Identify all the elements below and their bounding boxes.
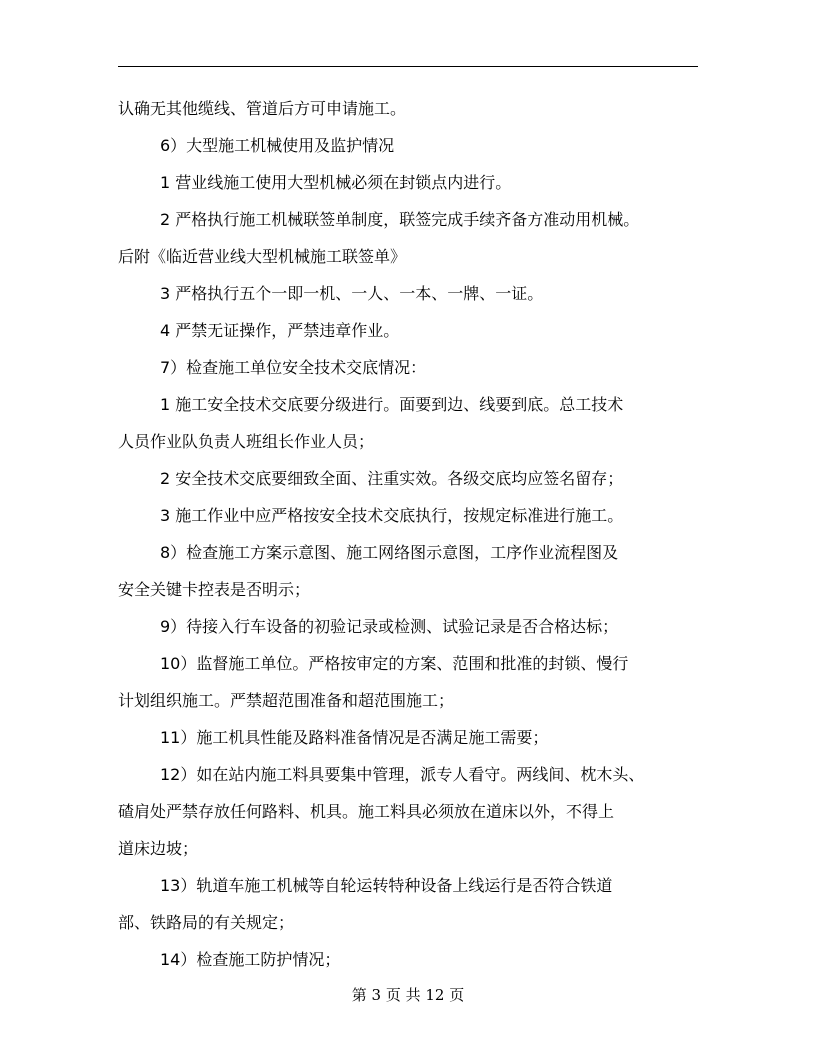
text-line: 3 施工作业中应严格按安全技术交底执行，按规定标准进行施工。 [160,506,624,525]
text-line: 计划组织施工。严禁超范围准备和超范围施工； [118,691,455,710]
text-line: 13）轨道车施工机械等自轮运转特种设备上线运行是否符合铁道 [160,876,613,895]
text-line: 7）检查施工单位安全技术交底情况： [160,358,427,377]
text-line: 11）施工机具性能及路料准备情况是否满足施工需要； [160,728,549,747]
text-line: 14）检查施工防护情况； [160,950,341,969]
text-line: 4 严禁无证操作，严禁违章作业。 [160,321,400,340]
text-line: 6）大型施工机械使用及监护情况 [160,136,395,155]
text-line: 8）检查施工方案示意图、施工网络图示意图，工序作业流程图及 [160,543,619,562]
text-line: 碴肩处严禁存放任何路料、机具。施工料具必须放在道床以外，不得上 [118,802,615,821]
document-body [118,90,698,978]
text-line: 1 营业线施工使用大型机械必须在封锁点内进行。 [160,173,512,192]
text-line: 10）监督施工单位。严格按审定的方案、范围和批准的封锁、慢行 [160,654,629,673]
text-line: 9）待接入行车设备的初验记录或检测、试验记录是否合格达标； [160,617,619,636]
text-line: 1 施工安全技术交底要分级进行。面要到边、线要到底。总工技术 [160,395,624,414]
text-line: 安全关键卡控表是否明示； [118,580,311,599]
text-line: 部、铁路局的有关规定； [118,913,295,932]
text-line: 12）如在站内施工料具要集中管理，派专人看守。两线间、枕木头、 [160,765,645,784]
text-line: 2 严格执行施工机械联签单制度，联签完成手续齐备方准动用机械。 [160,210,640,229]
text-line: 3 严格执行五个一即一机、一人、一本、一牌、一证。 [160,284,544,303]
text-line: 人员作业队负责人班组长作业人员； [118,432,375,451]
text-line: 道床边坡； [118,839,199,858]
text-line: 2 安全技术交底要细致全面、注重实效。各级交底均应签名留存； [160,469,624,488]
text-line: 后附《临近营业线大型机械施工联签单》 [118,247,407,266]
text-line: 认确无其他缆线、管道后方可申请施工。 [118,99,407,118]
header-rule [118,66,698,67]
page-number: 第 3 页 共 12 页 [351,986,465,1004]
